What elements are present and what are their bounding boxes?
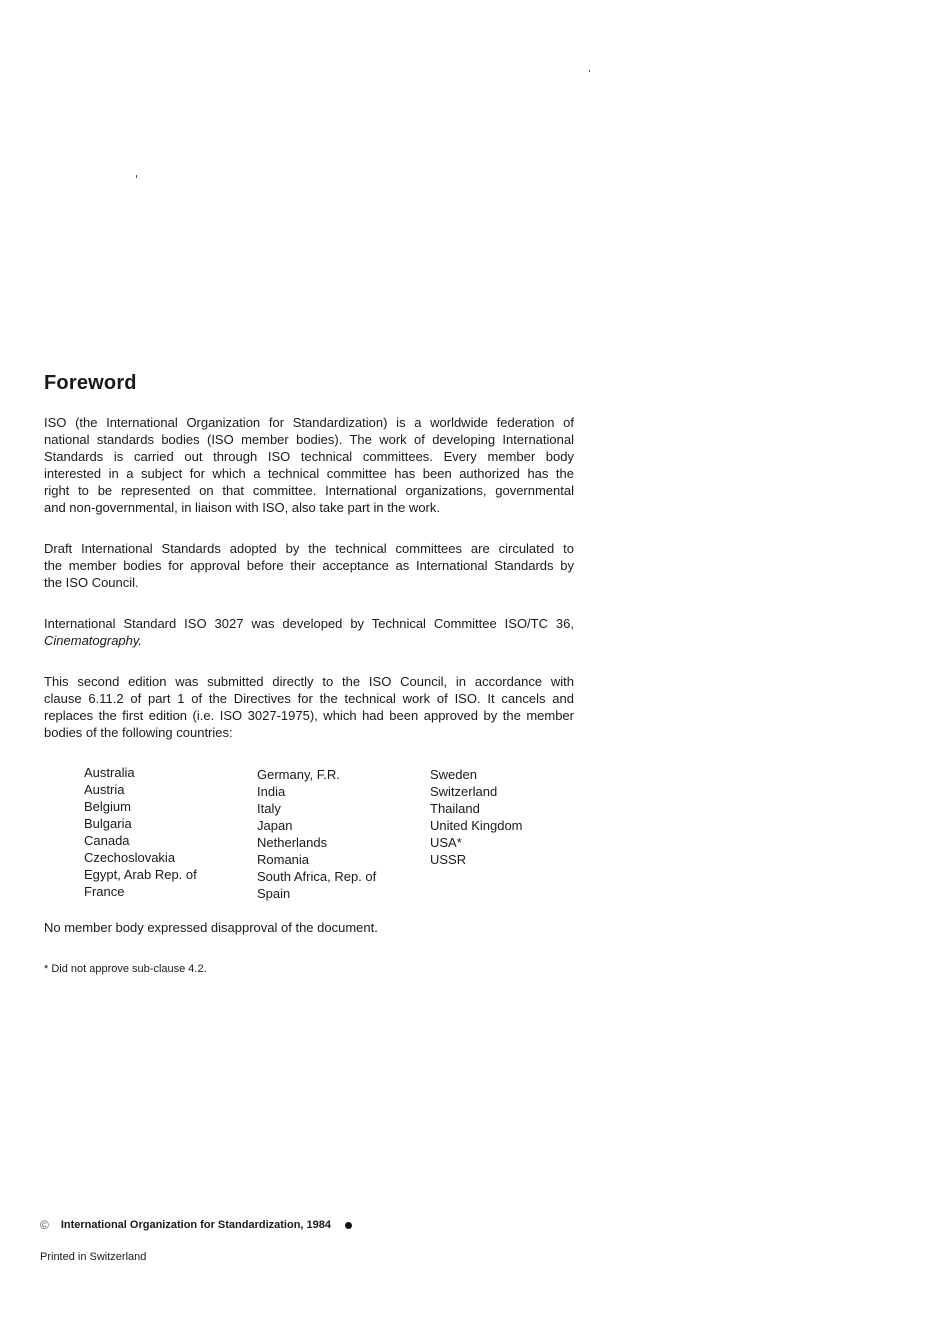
country-item: Canada	[84, 833, 130, 848]
country-item: Switzerland	[430, 784, 498, 799]
country-item: Austria	[84, 782, 125, 797]
text-line: Draft International Standards adopted by the technical committees are circulated to	[44, 541, 574, 556]
country-item: USA*	[430, 835, 462, 850]
country-item: USSR	[430, 852, 467, 867]
footnote: * Did not approve sub-clause 4.2.	[44, 963, 207, 975]
country-item: India	[257, 784, 286, 799]
country-column	[430, 766, 523, 868]
text-line	[44, 632, 574, 649]
country-item: Belgium	[84, 799, 131, 814]
page-title: Foreword	[44, 372, 137, 394]
printed-in: Printed in Switzerland	[40, 1251, 147, 1263]
country-list	[0, 764, 950, 904]
country-item: United Kingdom	[430, 818, 523, 833]
scan-speck	[136, 175, 137, 178]
country-item: France	[84, 884, 125, 899]
text-line: clause 6.11.2 of part 1 of the Directives for the technical work of ISO. It cancels and	[44, 691, 574, 706]
country-item: Romania	[257, 852, 310, 867]
text-line: International Standard ISO 3027 was developed by Technical Committee ISO/TC 36,	[44, 616, 574, 631]
country-item: South Africa, Rep. of	[257, 869, 377, 884]
text-line: national standards bodies (ISO member bodies). The work of developing International	[44, 432, 574, 447]
text-line: right to be represented on that committee. International organizations, governmental	[44, 483, 574, 498]
country-column	[84, 764, 197, 900]
copyright-line	[40, 1218, 352, 1232]
scan-speck	[589, 70, 590, 72]
text-line: the ISO Council.	[44, 575, 139, 590]
country-item: Sweden	[430, 767, 477, 782]
country-item: Czechoslovakia	[84, 850, 176, 865]
closing-statement: No member body expressed disapproval of the document.	[44, 920, 378, 935]
country-item: Australia	[84, 765, 135, 780]
text-line: ISO (the International Organization for Standardization) is a worldwide federation of	[44, 415, 574, 430]
copyright-icon: ©	[40, 1218, 49, 1232]
text-line: replaces the first edition (i.e. ISO 3027-1975), which had been approved by the member	[44, 708, 574, 723]
country-item: Germany, F.R.	[257, 767, 340, 782]
country-column	[257, 766, 376, 902]
country-item: Italy	[257, 801, 281, 816]
country-item: Egypt, Arab Rep. of	[84, 867, 197, 882]
copyright-text: International Organization for Standardization, 1984	[60, 1219, 331, 1231]
country-item: Spain	[257, 886, 291, 901]
country-item: Thailand	[430, 801, 480, 816]
text-line: This second edition was submitted directly to the ISO Council, in accordance with	[44, 674, 574, 689]
text-line: interested in a subject for which a technical committee has been authorized has the	[44, 466, 574, 481]
bullet-dot-icon	[345, 1222, 352, 1229]
text-line: Standards is carried out through ISO technical committees. Every member body	[44, 449, 574, 464]
paragraph-iso-intro	[44, 414, 574, 516]
text-line: bodies of the following countries:	[44, 725, 233, 740]
paragraph-second-edition	[44, 673, 574, 741]
paragraph-standard-origin	[44, 615, 574, 649]
text-line: and non-governmental, in liaison with ISO, also take part in the work.	[44, 500, 440, 515]
country-item: Japan	[257, 818, 293, 833]
country-item: Bulgaria	[84, 816, 132, 831]
text-line: the member bodies for approval before their acceptance as International Standards by	[44, 558, 574, 573]
committee-name: Cinematography.	[44, 633, 143, 648]
country-item: Netherlands	[257, 835, 328, 850]
paragraph-draft-standards	[44, 540, 574, 591]
